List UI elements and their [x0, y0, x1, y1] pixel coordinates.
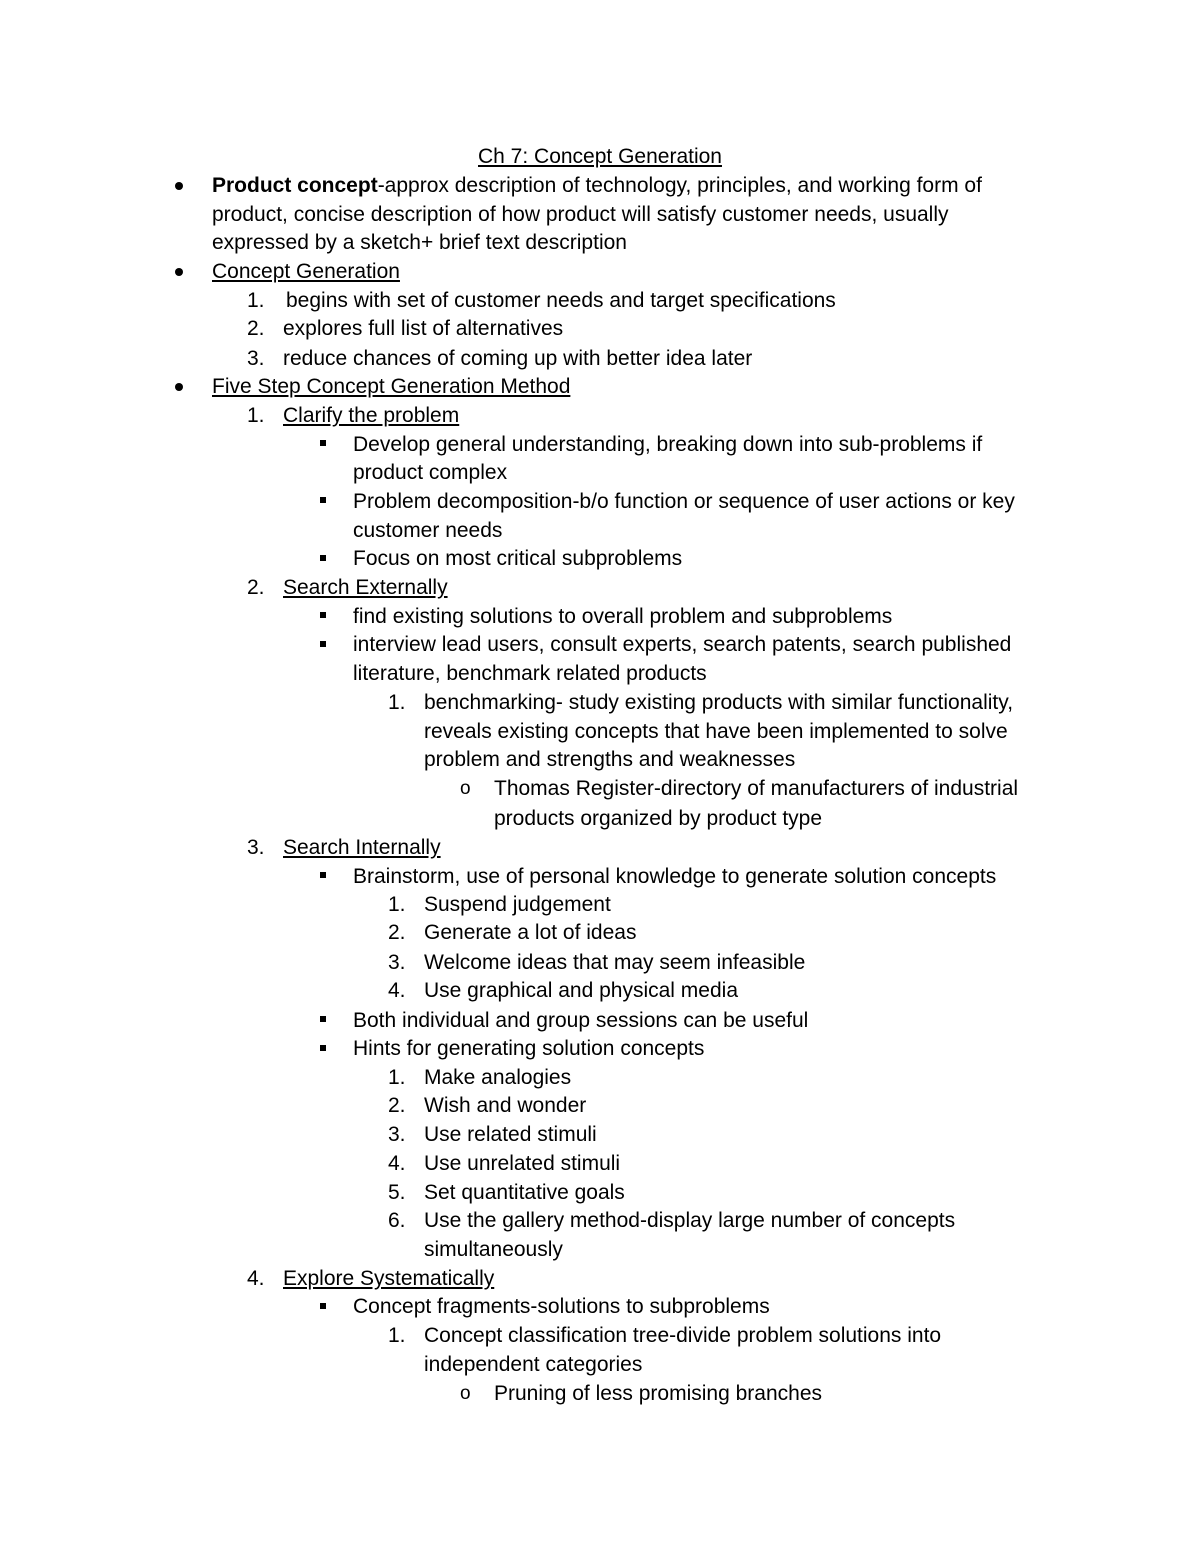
bullet-dot: [175, 383, 183, 391]
bullet-dot: [175, 182, 183, 190]
brainstorm-item: Generate a lot of ideas: [424, 921, 637, 944]
step1-bullet3: Focus on most critical subproblems: [353, 547, 683, 570]
step2-sub1-line1: benchmarking- study existing products with similar functionality,: [424, 691, 1014, 714]
step3-bullet2: Both individual and group sessions can be useful: [353, 1009, 809, 1032]
step4-sub1-line1: Concept classification tree-divide problem solutions into: [424, 1324, 942, 1347]
hint-item: Set quantitative goals: [424, 1181, 625, 1204]
step1-bullet2-line1: Problem decomposition-b/o function or sequence of user actions or key: [353, 490, 1015, 513]
list-number: 1.: [388, 691, 406, 714]
list-number: 4.: [388, 1152, 406, 1175]
hint-item: Use unrelated stimuli: [424, 1152, 621, 1175]
hint-item-line2: simultaneously: [424, 1238, 563, 1261]
hint-item: Use the gallery method-display large number of concepts: [424, 1209, 956, 1232]
bullet-square: [320, 612, 326, 618]
list-number: 1.: [388, 1066, 406, 1089]
step4-sub1-line2: independent categories: [424, 1353, 643, 1376]
list-number: 2.: [388, 921, 406, 944]
list-number: 2.: [247, 317, 265, 340]
step2-bullet2-line2: literature, benchmark related products: [353, 662, 707, 685]
bullet-square: [320, 1045, 326, 1051]
step1-bullet1-line1: Develop general understanding, breaking down into sub-problems if: [353, 433, 983, 456]
step1-heading: Clarify the problem: [283, 404, 460, 427]
list-number: 3.: [247, 347, 265, 370]
hint-item: Use related stimuli: [424, 1123, 597, 1146]
product-concept-line2: product, concise description of how product will satisfy customer needs, usually: [212, 203, 949, 226]
step2-sub1-o1-line1: Thomas Register-directory of manufacturers of industrial: [494, 777, 1019, 800]
step1-bullet1-line2: product complex: [353, 461, 508, 484]
step4-heading: Explore Systematically: [283, 1267, 495, 1290]
bullet-circle: o: [460, 778, 471, 799]
bullet-square: [320, 1016, 326, 1022]
bullet-square: [320, 641, 326, 647]
product-concept-text: -approx description of technology, principles, and working form of: [377, 174, 982, 197]
list-number: 3.: [388, 951, 406, 974]
bullet-circle: o: [460, 1383, 471, 1404]
step4-bullet1: Concept fragments-solutions to subproblems: [353, 1295, 770, 1318]
brainstorm-item: Suspend judgement: [424, 893, 611, 916]
five-step-heading: Five Step Concept Generation Method: [212, 375, 571, 398]
concept-generation-heading: Concept Generation: [212, 260, 400, 283]
list-number: 3.: [388, 1123, 406, 1146]
step3-heading: Search Internally: [283, 836, 441, 859]
step3-bullet1: Brainstorm, use of personal knowledge to generate solution concepts: [353, 865, 997, 888]
brainstorm-item: Welcome ideas that may seem infeasible: [424, 951, 806, 974]
list-number: 3.: [247, 836, 265, 859]
bullet-dot: [175, 268, 183, 276]
brainstorm-item: Use graphical and physical media: [424, 979, 739, 1002]
concept-generation-item: begins with set of customer needs and target specifications: [286, 289, 836, 312]
bullet-square: [320, 555, 326, 561]
concept-generation-item: reduce chances of coming up with better idea later: [283, 347, 753, 370]
list-number: 4.: [388, 979, 406, 1002]
step2-bullet1: find existing solutions to overall problem and subproblems: [353, 605, 893, 628]
list-number: 2.: [247, 576, 265, 599]
bullet-square: [320, 497, 326, 503]
step2-sub1-line3: problem and strengths and weaknesses: [424, 748, 796, 771]
list-number: 1.: [247, 289, 265, 312]
list-number: 2.: [388, 1094, 406, 1117]
step1-bullet2-line2: customer needs: [353, 519, 503, 542]
list-number: 1.: [388, 1324, 406, 1347]
step2-heading: Search Externally: [283, 576, 448, 599]
product-concept-line3: expressed by a sketch+ brief text description: [212, 231, 627, 254]
list-number: 4.: [247, 1267, 265, 1290]
step3-bullet3: Hints for generating solution concepts: [353, 1037, 705, 1060]
bullet-square: [320, 1303, 326, 1309]
step2-bullet2-line1: interview lead users, consult experts, search patents, search published: [353, 633, 1012, 656]
page-title: Ch 7: Concept Generation: [478, 145, 722, 168]
bullet-square: [320, 872, 326, 878]
hint-item: Make analogies: [424, 1066, 572, 1089]
concept-generation-item: explores full list of alternatives: [283, 317, 564, 340]
step4-sub1-o1: Pruning of less promising branches: [494, 1382, 823, 1405]
list-number: 5.: [388, 1181, 406, 1204]
step2-sub1-o1-line2: products organized by product type: [494, 807, 823, 830]
product-concept-term: Product concept: [212, 174, 378, 197]
list-number: 1.: [388, 893, 406, 916]
product-concept-line1: [212, 171, 982, 200]
step2-sub1-line2: reveals existing concepts that have been implemented to solve: [424, 720, 1008, 743]
bullet-square: [320, 440, 326, 446]
hint-item: Wish and wonder: [424, 1094, 587, 1117]
list-number: 1.: [247, 404, 265, 427]
list-number: 6.: [388, 1209, 406, 1232]
